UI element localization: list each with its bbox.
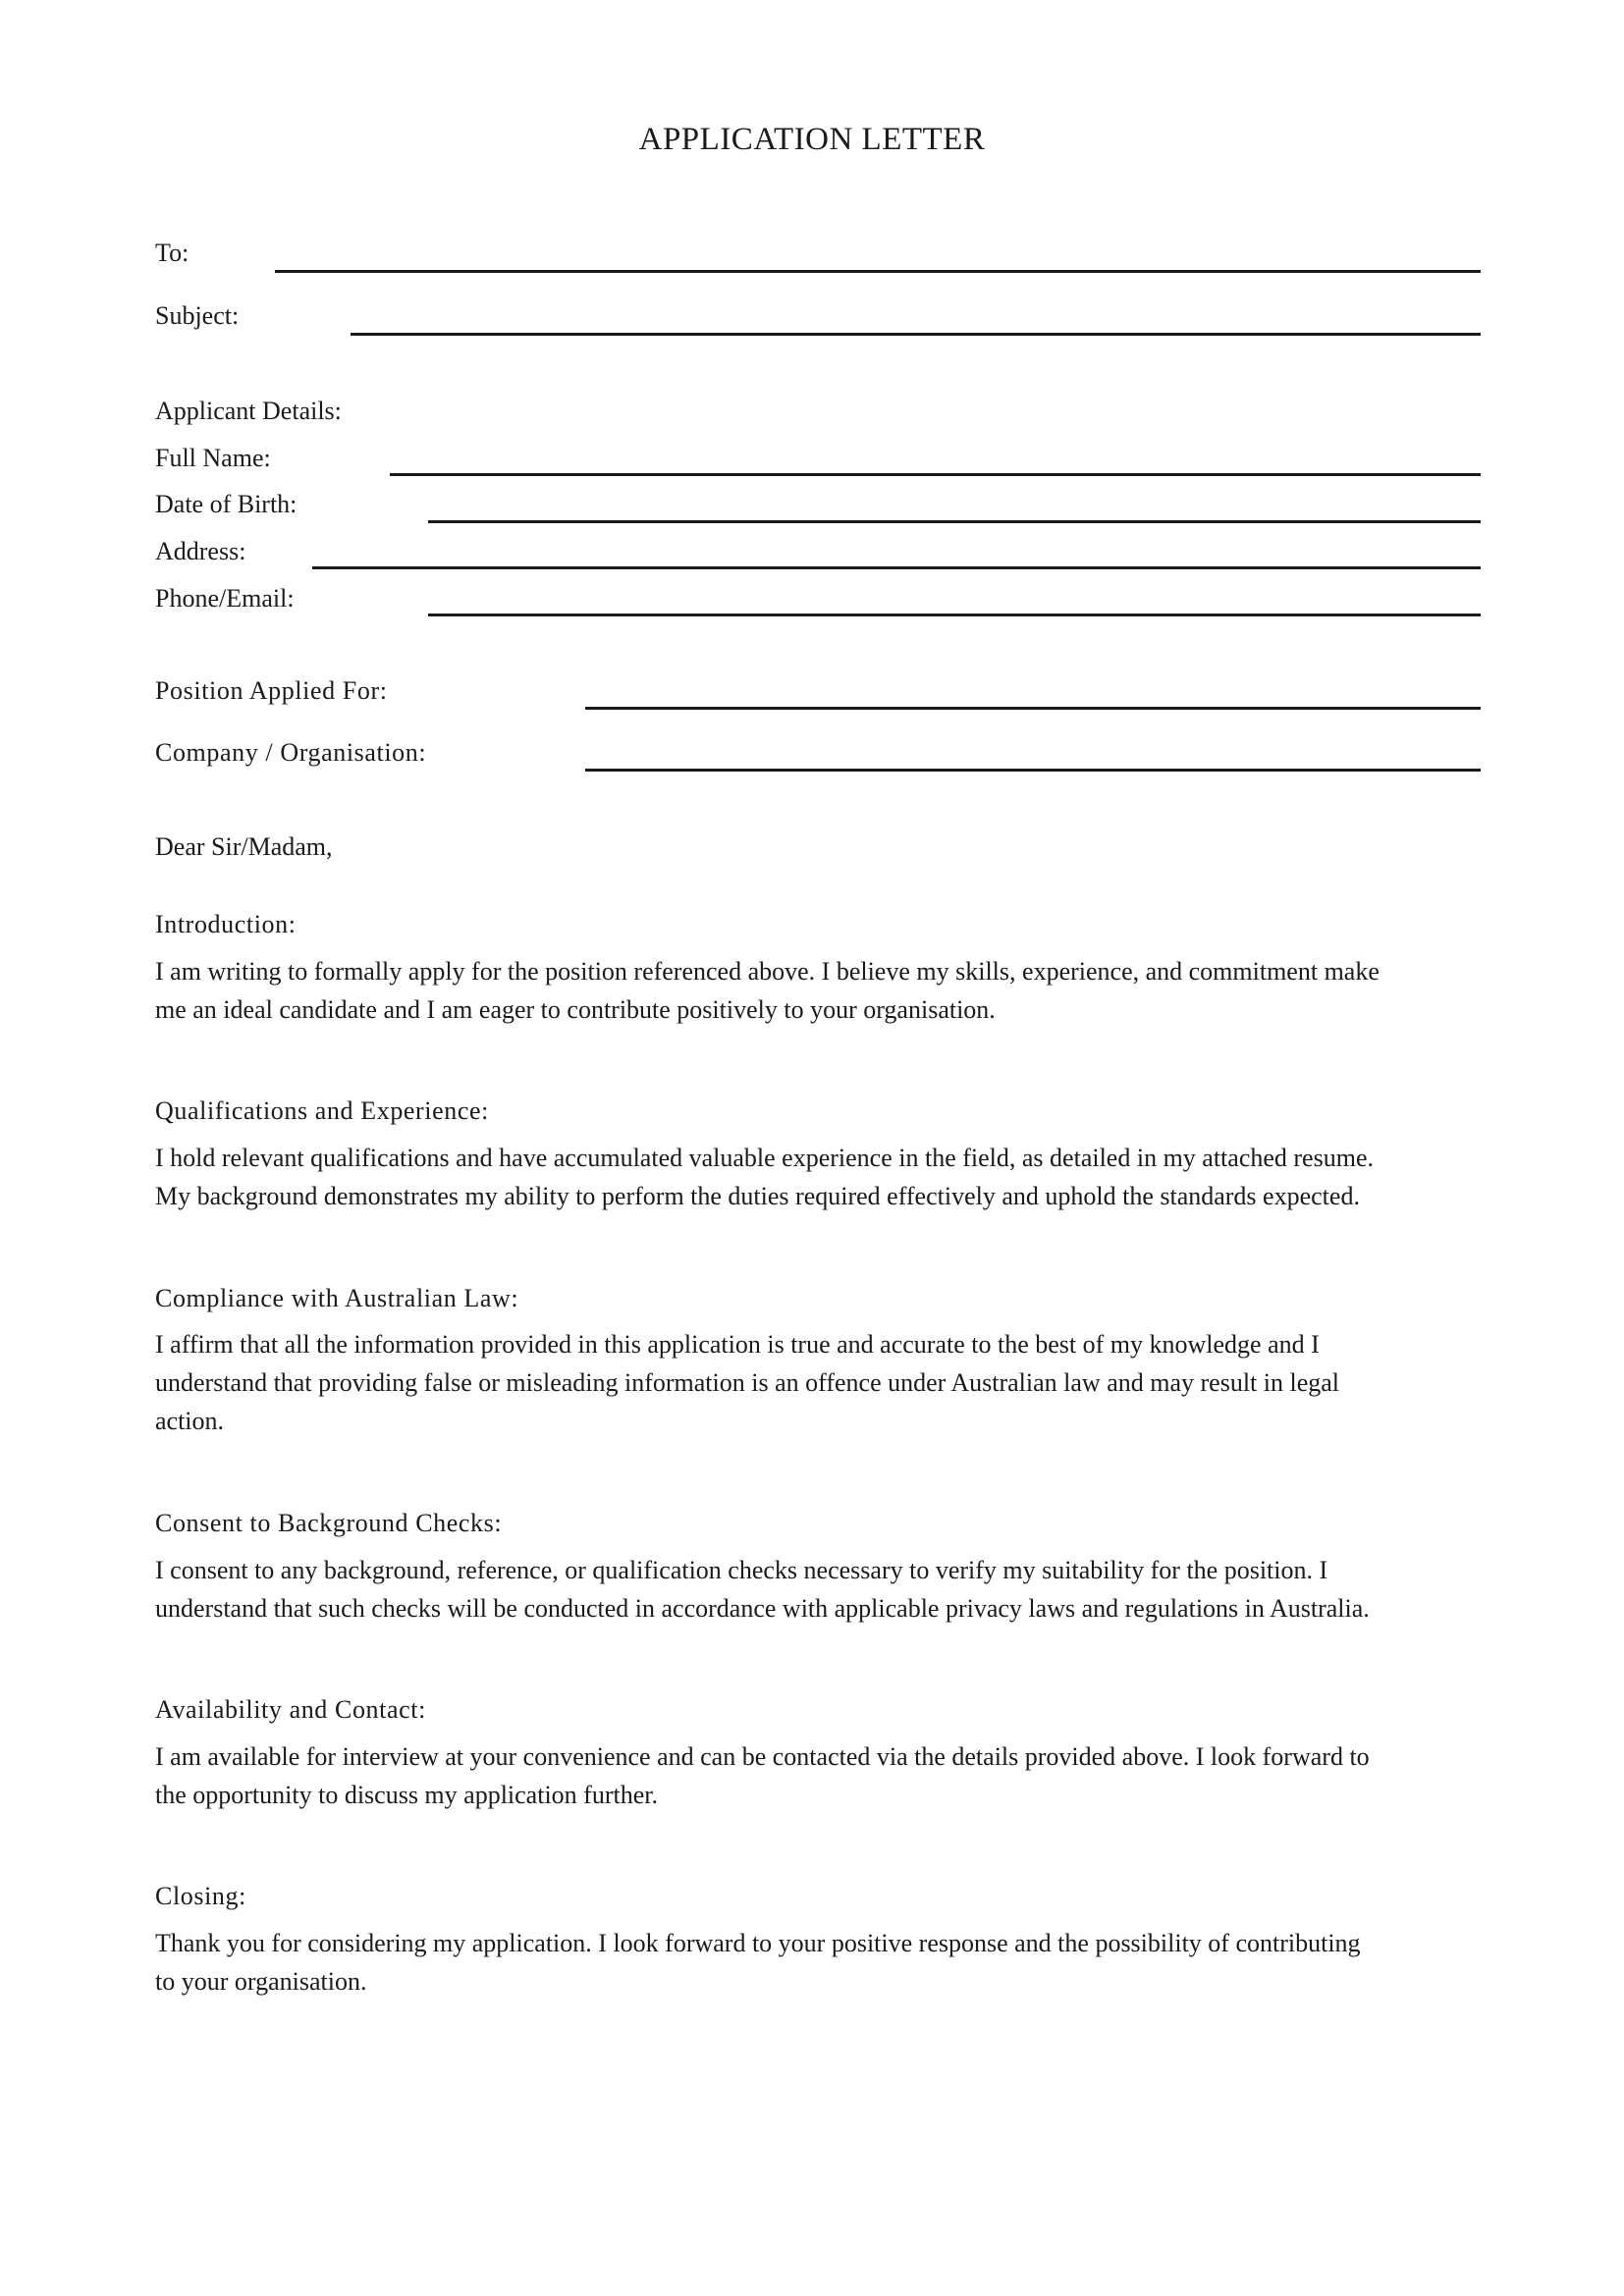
qualifications-line: I hold relevant qualifications and have accumulated valuable experience in the field, as detailed in my attached resume. — [155, 1144, 1374, 1172]
closing-line: Thank you for considering my application. I look forward to your positive response and the possibility of contributing — [155, 1929, 1361, 1957]
compliance-line: action. — [155, 1407, 225, 1435]
availability-heading: Availability and Contact: — [155, 1695, 426, 1724]
availability-line: the opportunity to discuss my application further. — [155, 1781, 658, 1809]
address-field-line[interactable] — [312, 566, 1481, 569]
compliance-text — [155, 1325, 1490, 1440]
phone-email-label: Phone/Email: — [155, 584, 295, 613]
to-field-line[interactable] — [275, 270, 1481, 273]
full-name-field-line[interactable] — [390, 473, 1481, 476]
qualifications-line: My background demonstrates my ability to perform the duties required effectively and uphold the standards expected. — [155, 1182, 1360, 1210]
company-field-line[interactable] — [585, 769, 1481, 772]
address-label: Address: — [155, 537, 246, 565]
qualifications-text — [155, 1139, 1490, 1215]
qualifications-heading: Qualifications and Experience: — [155, 1096, 489, 1125]
full-name-label: Full Name: — [155, 444, 271, 472]
introduction-text — [155, 952, 1490, 1029]
applicant-details-heading: Applicant Details: — [155, 397, 342, 425]
closing-text — [155, 1924, 1490, 2001]
compliance-line: I affirm that all the information provided in this application is true and accurate to the best of my knowledge and I — [155, 1330, 1320, 1359]
introduction-heading: Introduction: — [155, 910, 297, 938]
availability-text — [155, 1737, 1490, 1814]
subject-label: Subject: — [155, 301, 240, 330]
date-of-birth-label: Date of Birth: — [155, 490, 298, 518]
consent-text — [155, 1551, 1490, 1628]
phone-email-field-line[interactable] — [428, 614, 1481, 616]
introduction-line: me an ideal candidate and I am eager to contribute positively to your organisation. — [155, 995, 996, 1024]
closing-line: to your organisation. — [155, 1967, 367, 1996]
subject-field-line[interactable] — [351, 333, 1481, 336]
introduction-line: I am writing to formally apply for the position referenced above. I believe my skills, experience, and commitment make — [155, 957, 1380, 986]
position-applied-label: Position Applied For: — [155, 676, 388, 705]
company-label: Company / Organisation: — [155, 738, 427, 767]
consent-line: I consent to any background, reference, or qualification checks necessary to verify my suitability for the position. I — [155, 1556, 1328, 1584]
consent-line: understand that such checks will be conducted in accordance with applicable privacy laws and regulations in Australia. — [155, 1594, 1370, 1623]
position-applied-field-line[interactable] — [585, 707, 1481, 710]
availability-line: I am available for interview at your convenience and can be contacted via the details provided above. I look forward to — [155, 1742, 1370, 1771]
page-title: APPLICATION LETTER — [638, 122, 986, 157]
consent-heading: Consent to Background Checks: — [155, 1509, 503, 1537]
closing-heading: Closing: — [155, 1882, 246, 1910]
date-of-birth-field-line[interactable] — [428, 520, 1481, 523]
compliance-line: understand that providing false or misleading information is an offence under Australian law and may result in legal — [155, 1368, 1340, 1397]
to-label: To: — [155, 239, 189, 267]
salutation: Dear Sir/Madam, — [155, 832, 333, 861]
compliance-heading: Compliance with Australian Law: — [155, 1284, 519, 1312]
